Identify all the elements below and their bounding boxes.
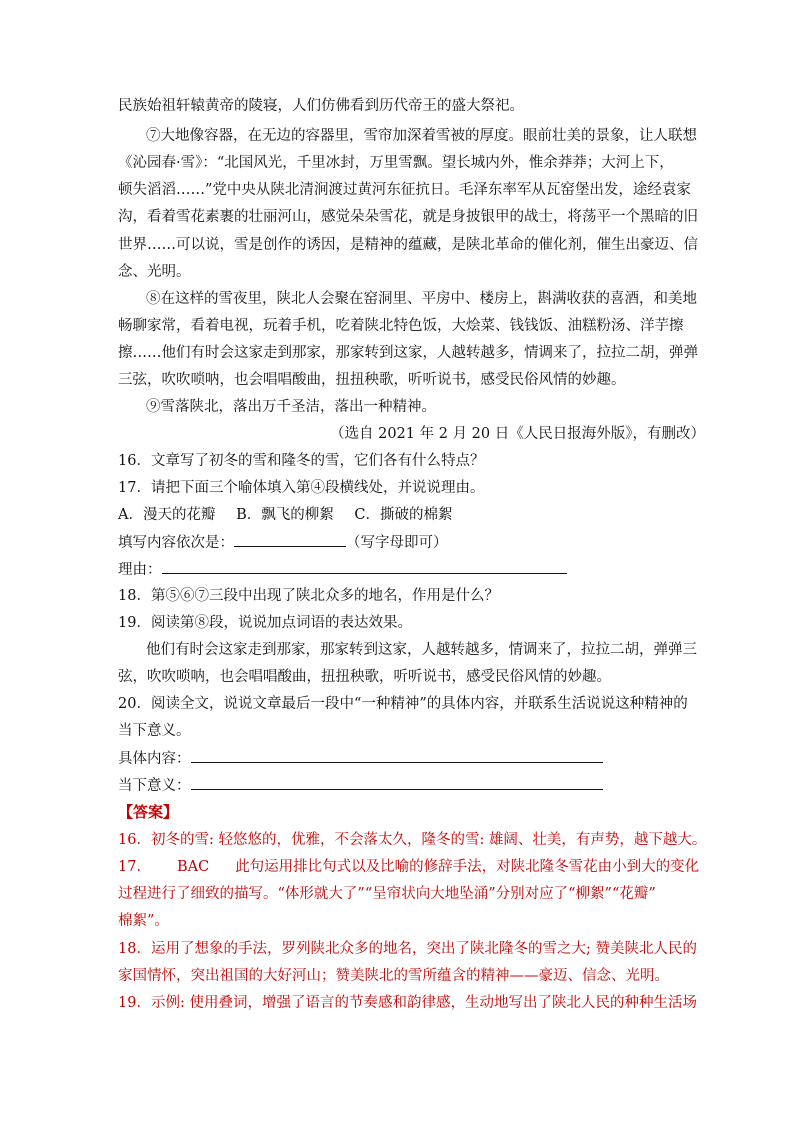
- passage-paragraph-6-end: 民族始祖轩辕黄帝的陵寝，人们仿佛看到历代帝王的盛大祭祀。: [118, 98, 524, 114]
- answer-17-number: 17．: [118, 859, 151, 875]
- meaning-answer-blank[interactable]: [191, 775, 603, 790]
- passage-paragraph-7-line: 《沁园春·雪》：“北国风光，千里冰封，万里雪飘。望长城内外，惟余莽莽；大河上下，: [118, 155, 674, 171]
- question-16: 16．文章写了初冬的雪和隆冬的雪，它们各有什么特点？: [118, 453, 485, 469]
- passage-paragraph-7-line: 沟，看着雪花素裹的壮丽河山，感觉朵朵雪花，就是身披银甲的战士，将荡平一个黑暗的旧: [118, 209, 698, 225]
- passage-paragraph-7-line: 顿失滔滔……”党中央从陕北清涧渡过黄河东征抗日。毛泽东率军从瓦窑堡出发，途经袁家: [118, 182, 691, 198]
- question-20: 20．阅读全文，说说文章最后一段中“一种精神”的具体内容，并联系生活说说这种精神的: [118, 696, 688, 712]
- passage-source: （选自 2021 年 2 月 20 日《人民日报海外版》，有删改）: [330, 426, 705, 442]
- answers-heading: 【答案】: [118, 803, 179, 821]
- content-label: 具体内容：: [118, 751, 191, 767]
- passage-paragraph-8-line: 畅聊家常，看着电视，玩着手机，吃着陕北特色饭，大烩菜、钱钱饭、油糕粉汤、洋芋擦: [118, 318, 684, 334]
- passage-paragraph-8-line: 三弦，吹吹唢呐，也会唱唱酸曲，扭扭秧歌，听听说书，感受民俗风情的妙趣。: [118, 372, 626, 388]
- question-19: 19．阅读第⑧段，说说加点词语的表达效果。: [118, 615, 412, 631]
- answer-17-line: 过程进行了细致的描写。“体形就大了”“呈帘状向大地坠涌”分别对应了“柳絮”“花瓣”: [118, 886, 656, 902]
- answer-19-line: 19．示例: 使用叠词，增强了语言的节奏感和韵律感，生动地写出了陕北人民的种种生活场: [118, 995, 697, 1011]
- question-20-content-row: [118, 748, 603, 769]
- passage-paragraph-8-line: 擦……他们有时会这家走到那家，那家转到这家，人越转越多，情调来了，拉拉二胡，弹弹: [118, 345, 698, 361]
- answer-17-line: 棉絮”。: [118, 913, 169, 929]
- question-20-meaning-row: [118, 775, 603, 796]
- option-b: B．飘飞的柳絮: [236, 507, 334, 523]
- fill-label: 填写内容依次是：: [118, 535, 234, 551]
- passage-paragraph-7-line: ⑦大地像容器，在无边的容器里，雪帘加深着雪被的厚度。眼前壮美的景象，让人联想: [146, 128, 697, 144]
- question-18: 18．第⑤⑥⑦三段中出现了陕北众多的地名，作用是什么？: [118, 588, 499, 604]
- option-c: C．撕破的棉絮: [354, 507, 453, 523]
- question-17: 17．请把下面三个喻体填入第④段横线处，并说说理由。: [118, 480, 485, 496]
- answer-17-letters: BAC: [176, 859, 210, 875]
- question-17-reason-row: [118, 559, 567, 580]
- answer-17-line: [118, 857, 699, 877]
- question-17-options: [118, 505, 452, 525]
- fill-answer-blank[interactable]: [234, 532, 346, 547]
- reason-answer-blank[interactable]: [162, 559, 567, 574]
- passage-paragraph-8-line: ⑧在这样的雪夜里，陕北人会聚在窑洞里、平房中、楼房上，斟满收获的喜酒，和美地: [146, 291, 697, 307]
- question-19-quote-line: 他们有时会这家走到那家，那家转到这家，人越转越多，情调来了，拉拉二胡，弹弹三: [146, 642, 697, 658]
- fill-hint: （写字母即可）: [346, 535, 448, 551]
- meaning-label: 当下意义：: [118, 778, 191, 794]
- question-17-fill-row: [118, 532, 448, 553]
- answer-18-line: 18．运用了想象的手法，罗列陕北众多的地名，突出了陕北隆冬的雪之大; 赞美陕北人民的: [118, 941, 697, 957]
- passage-paragraph-9: ⑨雪落陕北，落出万千圣洁，落出一种精神。: [146, 399, 436, 415]
- passage-paragraph-7-line: 念、光明。: [118, 264, 191, 280]
- answer-18-line: 家国情怀，突出祖国的大好河山；赞美陕北的雪所蕴含的精神——豪迈、信念、光明。: [118, 968, 669, 984]
- reason-label: 理由：: [118, 562, 162, 578]
- answer-17-text: 此句运用排比句式以及比喻的修辞手法，对陕北隆冬雪花由小到大的变化: [235, 859, 700, 875]
- option-a: A．漫天的花瓣: [118, 507, 216, 523]
- answer-16: 16．初冬的雪: 轻悠悠的，优雅，不会落太久，隆冬的雪: 雄阔、壮美，有声势，越下越大。: [118, 832, 707, 848]
- passage-paragraph-7-line: 世界……可以说，雪是创作的诱因，是精神的蕴藏，是陕北革命的催化剂，催生出豪迈、信: [118, 237, 698, 253]
- content-answer-blank[interactable]: [191, 748, 603, 763]
- question-20-continued: 当下意义。: [118, 723, 191, 739]
- question-19-quote-line: 弦，吹吹唢呐，也会唱唱酸曲，扭扭秧歌，听听说书，感受民俗风情的妙趣。: [118, 669, 611, 685]
